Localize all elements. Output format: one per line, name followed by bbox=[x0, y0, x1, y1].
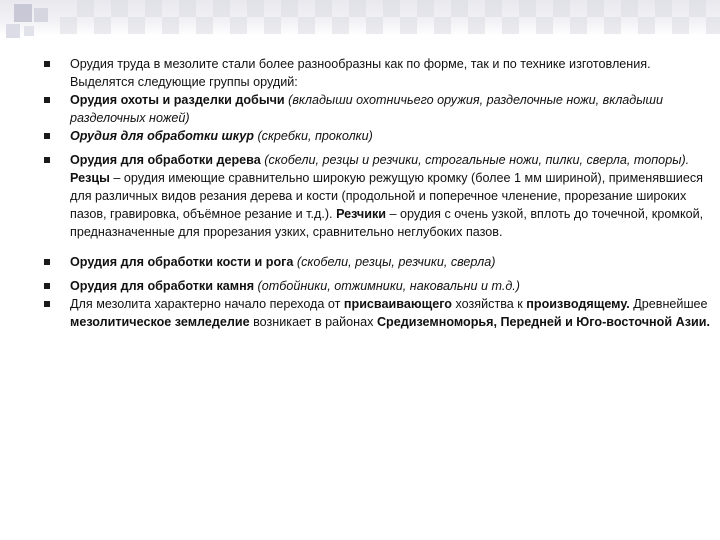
text-run: производящему. bbox=[526, 297, 630, 311]
text-run: (скребки, проколки) bbox=[253, 129, 373, 143]
deco-square bbox=[6, 24, 20, 38]
text-run: Средиземноморья, Передней и Юго-восточной Азии. bbox=[376, 315, 710, 329]
text-run: – орудия имеющие сравнительно широкую режущую кромку (более 1 мм шириной), применявшиеся для различных видов резания дерева и кости (продольной и поперечное членение, прорезание широких пазов, гравировка, объёмное резание и т.д.). bbox=[70, 171, 703, 221]
text-run: Орудия для обработки шкур bbox=[70, 129, 254, 143]
text-run: хозяйства к bbox=[452, 297, 527, 311]
text-run: (скобели, резцы и резчики, строгальные ножи, пилки, сверла, топоры). bbox=[260, 153, 690, 167]
text-run: Орудия для обработки дерева bbox=[70, 153, 261, 167]
square-bullet-icon bbox=[44, 157, 50, 163]
deco-square bbox=[24, 26, 34, 36]
text-run: мезолитическое земледелие bbox=[70, 315, 250, 329]
square-bullet-icon bbox=[44, 301, 50, 307]
list-item bbox=[44, 295, 710, 331]
list-item bbox=[44, 91, 710, 127]
text-run: Орудия для обработки камня bbox=[70, 279, 255, 293]
text-run: (отбойники, отжимники, наковальни и т.д.) bbox=[254, 279, 520, 293]
text-run: Орудия охоты и разделки добычи bbox=[70, 93, 285, 107]
deco-square bbox=[14, 4, 32, 22]
list-item bbox=[44, 253, 710, 271]
square-bullet-icon bbox=[44, 259, 50, 265]
text-run: Орудия труда в мезолите стали более разнообразны как по форме, так и по технике изготовления. Выделятся следующие группы орудий: bbox=[70, 57, 651, 89]
text-run: Орудия для обработки кости и рога bbox=[70, 255, 294, 269]
text-run: Резцы bbox=[70, 171, 110, 185]
square-bullet-icon bbox=[44, 283, 50, 289]
list-item bbox=[44, 127, 710, 145]
text-run: – орудия с очень узкой, вплоть до точечной, кромкой, предназначенные для прорезания узких, сравнительно неглубоких пазов. bbox=[70, 207, 704, 239]
deco-square bbox=[34, 8, 48, 22]
text-run: Древнейшее bbox=[629, 297, 708, 311]
text-run: Для мезолита характерно начало перехода от bbox=[70, 297, 344, 311]
square-bullet-icon bbox=[44, 61, 50, 67]
text-run: (скобели, резцы, резчики, сверла) bbox=[293, 255, 496, 269]
list-item bbox=[44, 151, 710, 241]
text-run: (вкладыши охотничьего оружия, разделочные ножи, вкладыши разделочных ножей) bbox=[70, 93, 663, 125]
list-item bbox=[44, 277, 710, 295]
square-bullet-icon bbox=[44, 97, 50, 103]
list-item bbox=[44, 55, 710, 91]
square-bullet-icon bbox=[44, 133, 50, 139]
corner-decoration bbox=[0, 0, 60, 48]
text-run: Резчики bbox=[336, 207, 387, 221]
text-run: возникает в районах bbox=[249, 315, 377, 329]
header-checker-pattern bbox=[60, 0, 720, 34]
text-run: присваивающего bbox=[343, 297, 452, 311]
